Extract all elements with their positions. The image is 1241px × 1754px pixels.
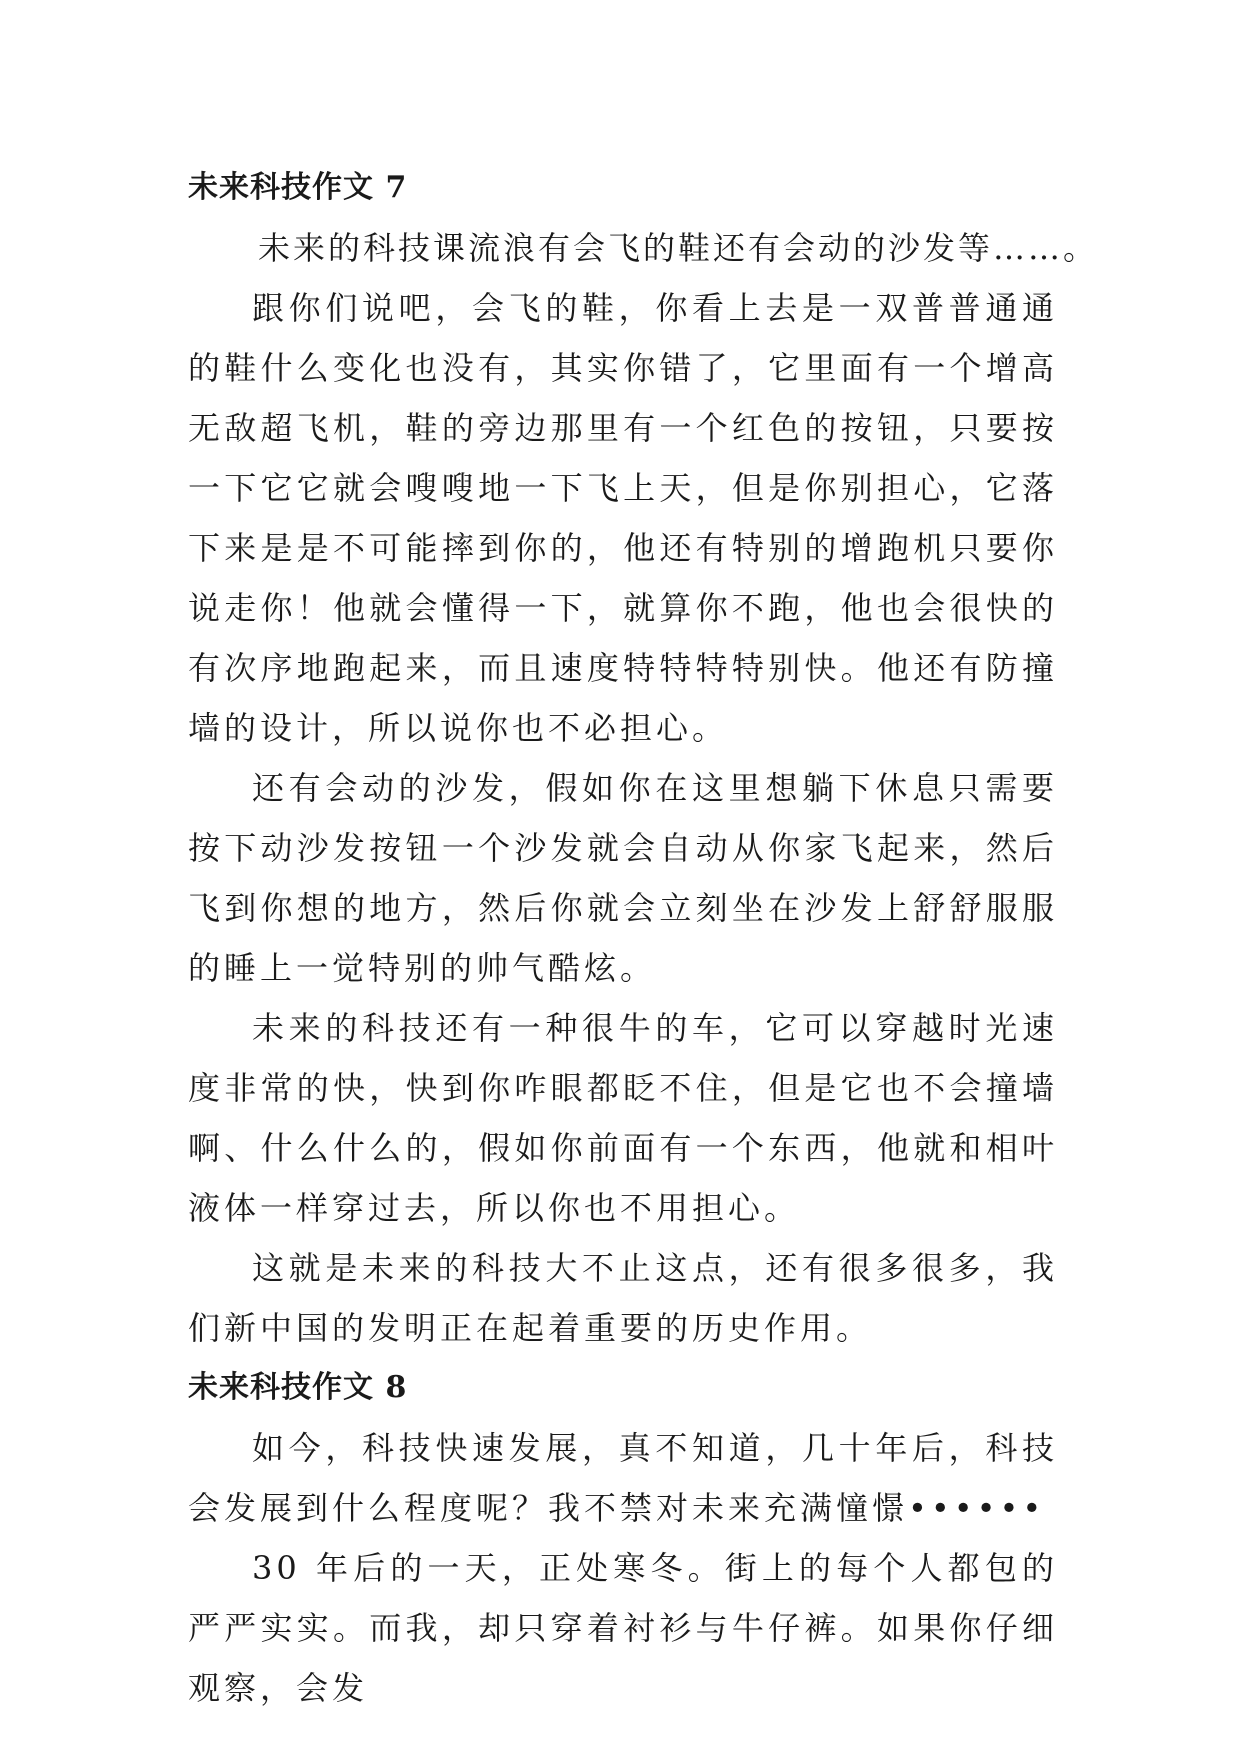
paragraph: 还有会动的沙发，假如你在这里想躺下休息只需要按下动沙发按钮一个沙发就会自动从你家飞起来，然后飞到你想的地方，然后你就会立刻坐在沙发上舒舒服服的睡上一觉特别的帅气酷炫。 (188, 769, 1058, 987)
section-heading-8: 未来科技作文 8 (188, 1370, 408, 1405)
paragraph: 未来的科技还有一种很牛的车，它可以穿越时光速度非常的快，快到你咋眼都眨不住，但是它也不会撞墙啊、什么什么的，假如你前面有一个东西，他就和相叶液体一样穿过去，所以你也不用担心。 (188, 1009, 1058, 1227)
paragraph: 未来的科技课流浪有会飞的鞋还有会动的沙发等……。 (258, 229, 1099, 267)
paragraph: 如今，科技快速发展，真不知道，几十年后，科技会发展到什么程度呢？我不禁对未来充满憧憬•••••• (188, 1429, 1058, 1527)
paragraph: 30 年后的一天，正处寒冬。街上的每个人都包的严严实实。而我，却只穿着衬衫与牛仔裤。如果你仔细观察，会发 (188, 1549, 1058, 1707)
paragraph: 这就是未来的科技大不止这点，还有很多很多，我们新中国的发明正在起着重要的历史作用。 (188, 1249, 1058, 1347)
section-heading-7: 未来科技作文 7 (188, 170, 408, 205)
paragraph: 跟你们说吧，会飞的鞋，你看上去是一双普普通通的鞋什么变化也没有，其实你错了，它里面有一个增高无敌超飞机，鞋的旁边那里有一个红色的按钮，只要按一下它它就会嗖嗖地一下飞上天，但是你别担心，它落下来是是不可能摔到你的，他还有特别的增跑机只要你说走你！他就会懂得一下，就算你不跑，他也会很快的有次序地跑起来，而且速度特特特特别快。他还有防撞墙的设计，所以说你也不必担心。 (188, 289, 1058, 747)
document-body (188, 158, 1099, 1718)
